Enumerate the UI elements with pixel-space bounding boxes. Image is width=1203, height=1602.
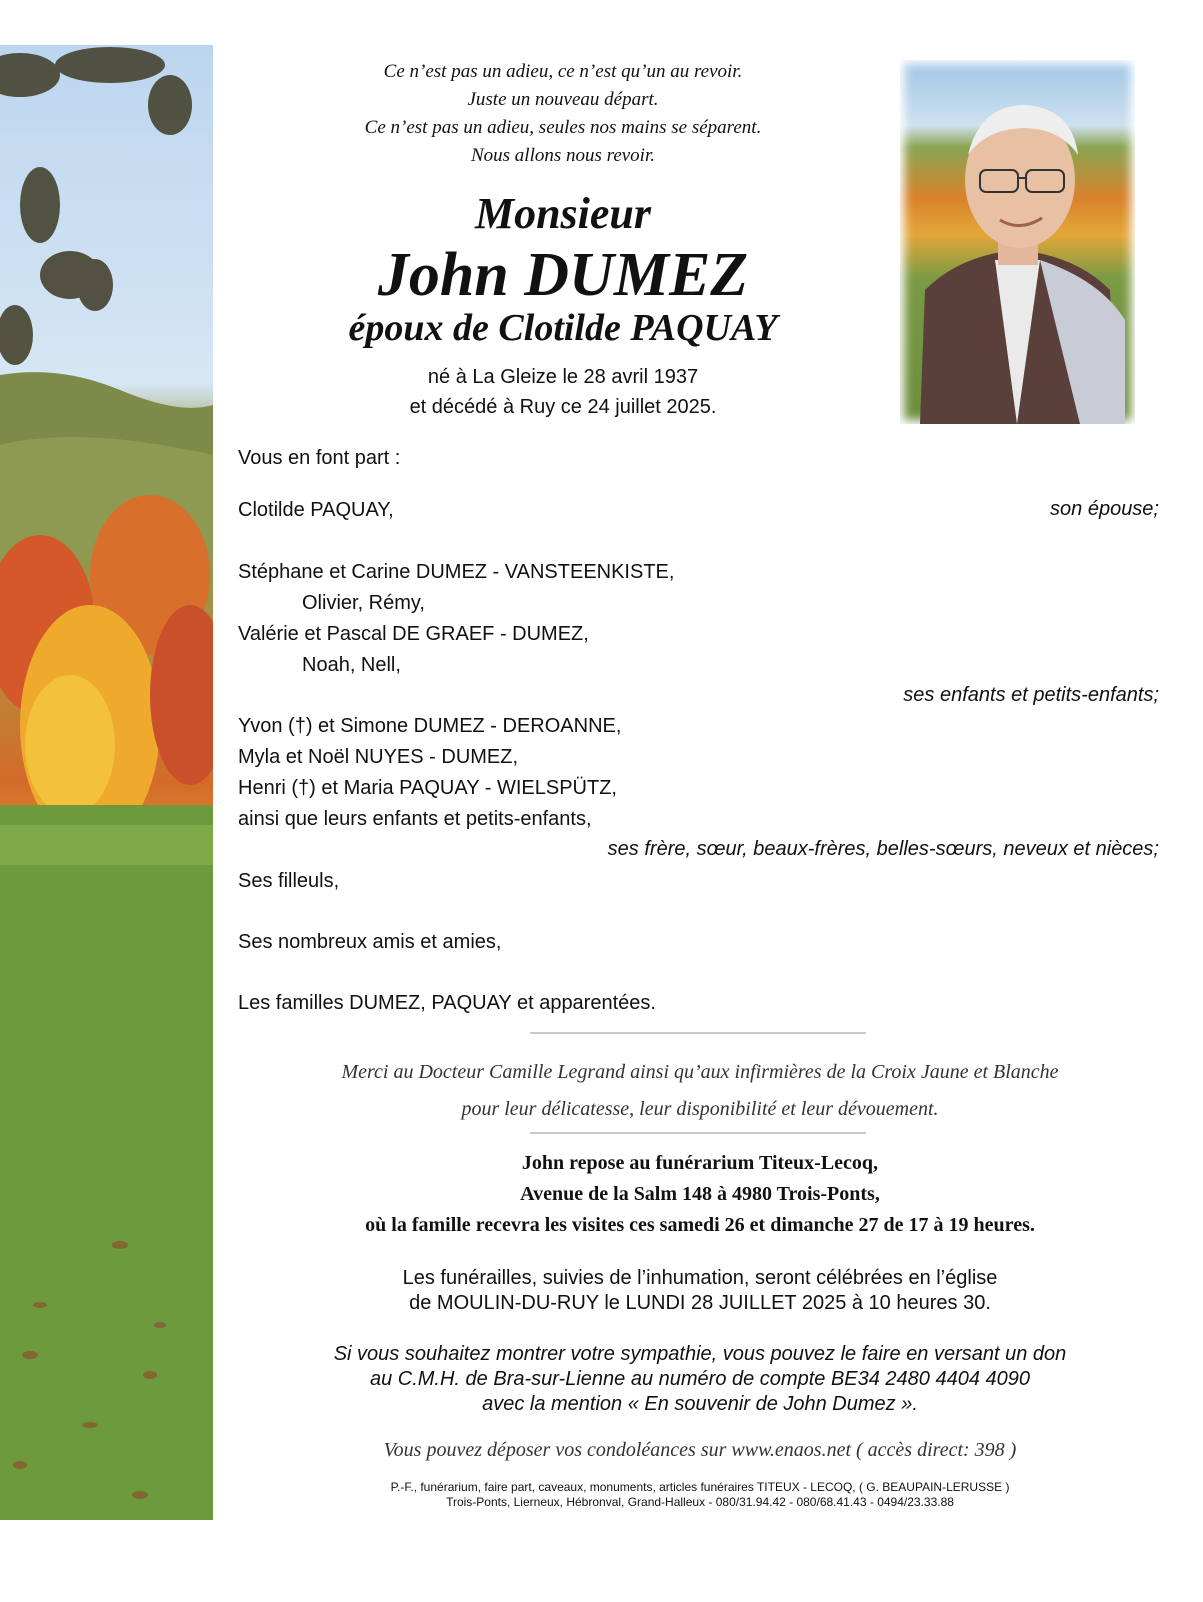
thanks-block bbox=[240, 1054, 1160, 1128]
donation-line-2: au C.M.H. de Bra-sur-Lienne au numéro de compte BE34 2480 4404 4090 bbox=[369, 1368, 1031, 1390]
spouse-role: son épouse; bbox=[1050, 498, 1159, 520]
godchildren-entry: Ses filleuls, bbox=[238, 870, 340, 892]
visitation-block bbox=[240, 1148, 1160, 1241]
announce-line: Vous en font part : bbox=[238, 447, 401, 469]
sibling-entry-1: Yvon (†) et Simone DUMEZ - DEROANNE, bbox=[238, 715, 622, 737]
thanks-line-2: pour leur délicatesse, leur disponibilité et leur dévouement. bbox=[461, 1098, 939, 1120]
child-entry-2: Valérie et Pascal DE GRAEF - DUMEZ, bbox=[238, 623, 589, 645]
funeral-block bbox=[240, 1266, 1160, 1316]
spouse-entry: Clotilde PAQUAY, bbox=[238, 499, 394, 521]
landscape-image bbox=[0, 45, 213, 1520]
deceased-name: John DUMEZ bbox=[377, 241, 749, 309]
condolences-line: Vous pouvez déposer vos condoléances sur www.enaos.net ( accès direct: 398 ) bbox=[383, 1439, 1017, 1461]
sibling-entry-4: ainsi que leurs enfants et petits-enfants, bbox=[238, 808, 592, 830]
grandchildren-entry-1: Olivier, Rémy, bbox=[302, 592, 425, 614]
grandchildren-entry-2: Noah, Nell, bbox=[302, 654, 401, 676]
divider-1 bbox=[530, 1032, 866, 1034]
footer bbox=[240, 1480, 1160, 1510]
poem-line-1: Ce n’est pas un adieu, ce n’est qu’un au revoir. bbox=[383, 61, 743, 82]
spouse-line: époux de Clotilde PAQUAY bbox=[348, 307, 778, 349]
autumn-scene-illustration bbox=[0, 45, 213, 1520]
children-role: ses enfants et petits-enfants; bbox=[903, 684, 1159, 706]
funeral-line-2: de MOULIN-DU-RUY le LUNDI 28 JUILLET 2025 à 10 heures 30. bbox=[409, 1292, 991, 1314]
honorific: Monsieur bbox=[474, 189, 652, 238]
poem-line-2: Juste un nouveau départ. bbox=[467, 89, 659, 110]
footer-line-1: P.-F., funérarium, faire part, caveaux, monuments, articles funéraires TITEUX - LECOQ, ( G. BEAUPAIN-LERUSSE ) bbox=[390, 1480, 1010, 1494]
birth-line: né à La Gleize le 28 avril 1937 bbox=[427, 366, 699, 388]
families-entry: Les familles DUMEZ, PAQUAY et apparentées. bbox=[238, 992, 656, 1014]
donation-line-1: Si vous souhaitez montrer votre sympathie, vous pouvez le faire en versant un don bbox=[333, 1343, 1067, 1365]
death-line: et décédé à Ruy ce 24 juillet 2025. bbox=[409, 396, 717, 418]
poem-line-4: Nous allons nous revoir. bbox=[470, 145, 656, 166]
footer-line-2: Trois-Ponts, Lierneux, Hébronval, Grand-Halleux - 080/31.94.42 - 080/68.41.43 - 0494/23.33.88 bbox=[446, 1495, 954, 1509]
friends-entry: Ses nombreux amis et amies, bbox=[238, 931, 502, 953]
poem bbox=[213, 58, 913, 170]
visitation-line-2: Avenue de la Salm 148 à 4980 Trois-Ponts, bbox=[520, 1183, 880, 1205]
sibling-entry-2: Myla et Noël NUYES - DUMEZ, bbox=[238, 746, 519, 768]
divider-2 bbox=[530, 1132, 866, 1134]
visitation-line-3: où la famille recevra les visites ces samedi 26 et dimanche 27 de 17 à 19 heures. bbox=[365, 1214, 1035, 1236]
portrait-photo bbox=[900, 60, 1135, 424]
visitation-line-1: John repose au funérarium Titeux-Lecoq, bbox=[521, 1152, 879, 1174]
poem-line-3: Ce n’est pas un adieu, seules nos mains se séparent. bbox=[364, 117, 762, 138]
sibling-entry-3: Henri (†) et Maria PAQUAY - WIELSPÜTZ, bbox=[238, 777, 617, 799]
child-entry-1: Stéphane et Carine DUMEZ - VANSTEENKISTE, bbox=[238, 561, 675, 583]
thanks-line-1: Merci au Docteur Camille Legrand ainsi qu’aux infirmières de la Croix Jaune et Blanche bbox=[341, 1061, 1059, 1083]
donation-line-3: avec la mention « En souvenir de John Dumez ». bbox=[482, 1393, 918, 1415]
siblings-role: ses frère, sœur, beaux-frères, belles-sœurs, neveux et nièces; bbox=[607, 838, 1159, 860]
portrait-illustration bbox=[900, 60, 1135, 424]
funeral-line-1: Les funérailles, suivies de l’inhumation, seront célébrées en l’église bbox=[402, 1267, 998, 1289]
donation-block bbox=[240, 1342, 1160, 1417]
